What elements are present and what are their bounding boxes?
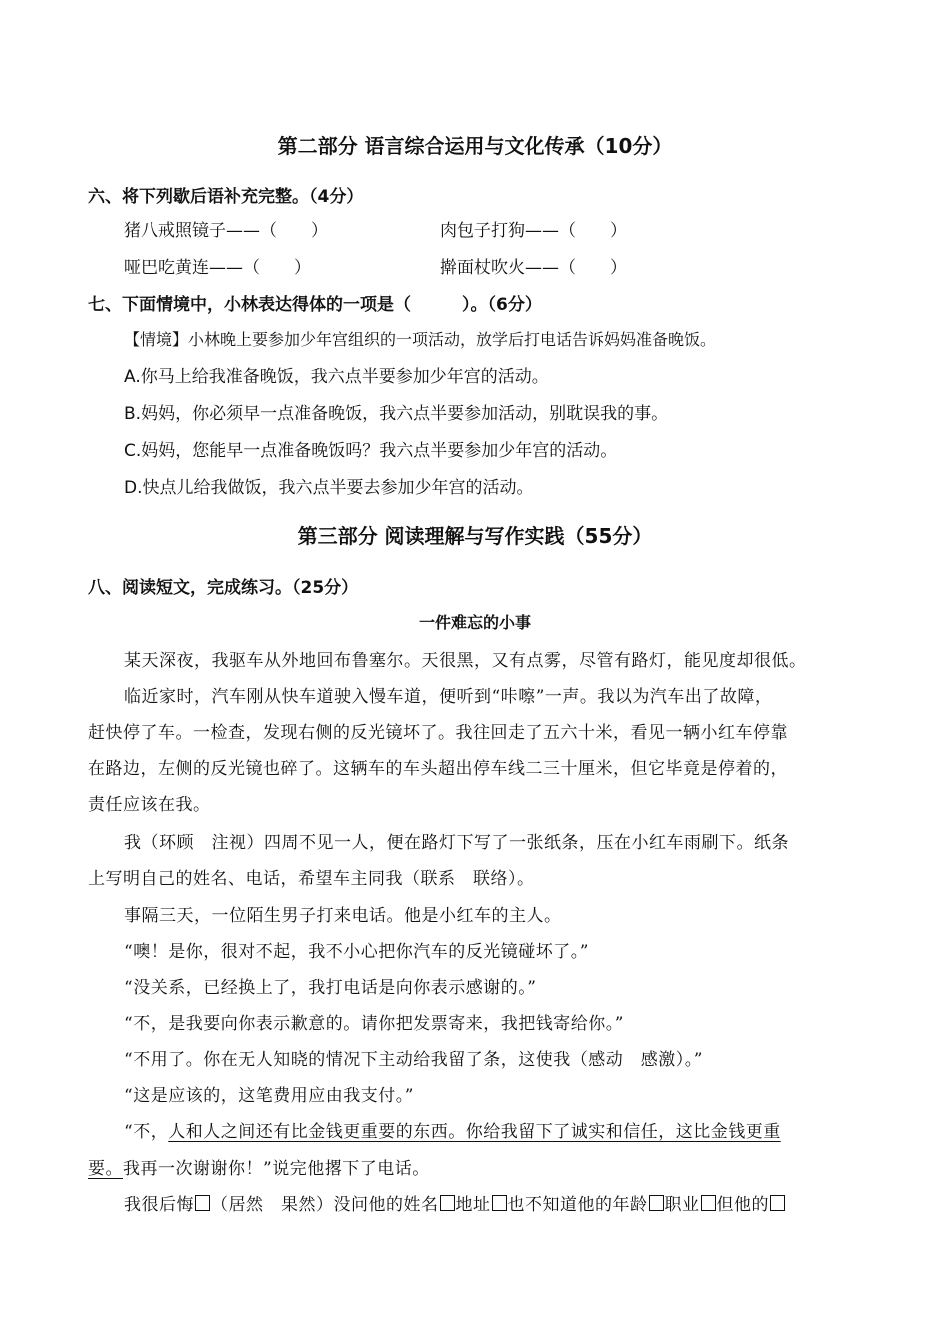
passage-segment: （居然 果然）没问他的姓名 [211,1195,439,1215]
part2-title: 第二部分 语言综合运用与文化传承（10分） [277,134,673,158]
punctuation-blank-box[interactable] [195,1195,210,1211]
punctuation-blank-box[interactable] [701,1195,716,1211]
q7-option-b: B.妈妈，你必须早一点准备晚饭，我六点半要参加活动，别耽误我的事。 [124,404,669,424]
passage-segment: 职业 [664,1195,700,1215]
passage-line: “噢！是你，很对不起，我不小心把你汽车的反光镜碰坏了。” [124,942,589,962]
passage-segment: 我很后悔 [124,1195,194,1215]
passage-line [124,1117,781,1142]
punctuation-blank-box[interactable] [440,1195,455,1211]
passage-line: 赶快停了车。一检查，发现右侧的反光镜坏了。我往回走了五六十米，看见一辆小红车停靠 [88,723,788,743]
passage-line: “没关系，已经换上了，我打电话是向你表示感谢的。” [124,978,537,998]
passage-line: “不，是我要向你表示歉意的。请你把发票寄来，我把钱寄给你。” [124,1014,624,1034]
passage-line: 在路边，左侧的反光镜也碎了。这辆车的车头超出停车线二三十厘米，但它毕竟是停着的， [88,759,788,779]
underlined-sentence: 人和人之间还有比金钱更重要的东西。你给我留下了诚实和信任，这比金钱更重 [168,1122,781,1142]
passage-line [88,1154,430,1179]
part3-title: 第三部分 阅读理解与写作实践（55分） [297,524,653,548]
q6-item: 猪八戒照镜子——（ ） [124,221,328,241]
passage-line: 某天深夜，我驱车从外地回布鲁塞尔。天很黑，又有点雾，尽管有路灯，能见度却很低。 [124,651,807,671]
q8-heading: 八、阅读短文，完成练习。（25分） [88,578,359,598]
q6-item: 擀面杖吹火——（ ） [440,258,627,278]
q6-heading: 六、将下列歇后语补充完整。（4分） [88,187,364,207]
q7-heading: 七、下面情境中，小林表达得体的一项是（ ）。（6分） [88,295,542,315]
passage-line: 事隔三天，一位陌生男子打来电话。他是小红车的主人。 [124,906,562,926]
passage-line: 上写明自己的姓名、电话，希望车主同我（联系 联络）。 [88,869,535,889]
passage-segment: 也不知道他的年龄 [507,1195,648,1215]
passage-title: 一件难忘的小事 [418,613,531,632]
punctuation-blank-box[interactable] [649,1195,664,1211]
q6-item: 哑巴吃黄连——（ ） [124,258,311,278]
passage-line-punctuation-task [124,1190,786,1215]
passage-segment: 但他的 [716,1195,769,1215]
passage-line: “不用了。你在无人知晓的情况下主动给我留了条，这使我（感动 感激）。” [124,1050,703,1070]
q7-context: 【情境】小林晚上要参加少年宫组织的一项活动，放学后打电话告诉妈妈准备晚饭。 [124,330,717,349]
passage-line: “这是应该的，这笔费用应由我支付。” [124,1086,414,1106]
underlined-sentence-end: 要。 [88,1159,123,1179]
punctuation-blank-box[interactable] [770,1195,785,1211]
passage-segment: 地址 [455,1195,491,1215]
passage-line-suffix: 我再一次谢谢你！”说完他撂下了电话。 [123,1159,430,1179]
punctuation-blank-box[interactable] [492,1195,507,1211]
passage-line-prefix: “不， [124,1122,169,1142]
passage-line: 责任应该在我。 [88,795,211,815]
q6-item: 肉包子打狗——（ ） [440,221,627,241]
passage-line: 临近家时，汽车刚从快车道驶入慢车道，便听到“咔嚓”一声。我以为汽车出了故障， [124,687,773,707]
passage-line: 我（环顾 注视）四周不见一人，便在路灯下写了一张纸条，压在小红车雨刷下。纸条 [124,833,789,853]
q7-option-a: A.你马上给我准备晚饭，我六点半要参加少年宫的活动。 [124,367,549,387]
q7-option-c: C.妈妈，您能早一点准备晚饭吗？我六点半要参加少年宫的活动。 [124,441,618,461]
q7-option-d: D.快点儿给我做饭，我六点半要去参加少年宫的活动。 [124,478,534,498]
